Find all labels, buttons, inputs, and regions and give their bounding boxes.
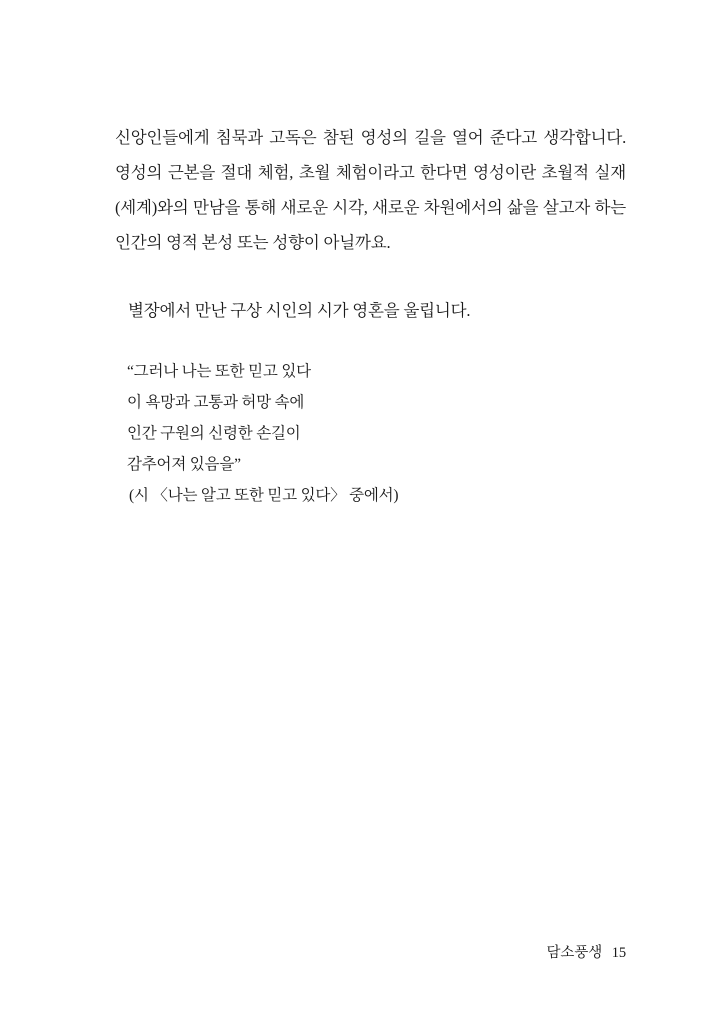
footer-title: 담소풍생 (546, 945, 603, 961)
poem-quote-block (115, 356, 626, 511)
body-paragraph-2: 별장에서 만난 구상 시인의 시가 영혼을 울립니다. (128, 301, 471, 320)
page-footer (547, 941, 626, 962)
body-paragraph-1: 신앙인들에게 침묵과 고독은 참된 영성의 길을 열어 준다고 생각합니다. 영성의 근본을 절대 체험, 초월 체험이라고 한다면 영성이란 초월적 실재(세계)와의 만남을 통해 새로운 시각, 새로운 차원에서의 삶을 살고자 하는 인간의 영적 본성 또는 성향이 아닐까요. (115, 128, 626, 252)
quote-line: 이 욕망과 고통과 허망 속에 (127, 394, 305, 411)
quote-line: 감추어져 있음을” (127, 456, 241, 473)
quote-source-citation: (시 〈나는 알고 또한 믿고 있다〉 중에서) (129, 487, 399, 504)
quote-line: “그러나 나는 또한 믿고 있다 (127, 363, 311, 380)
paragraph-spacer (115, 260, 626, 293)
footer-page-number: 15 (611, 945, 626, 961)
quote-spacer (115, 328, 626, 356)
quote-line: 인간 구원의 신령한 손길이 (127, 425, 301, 442)
